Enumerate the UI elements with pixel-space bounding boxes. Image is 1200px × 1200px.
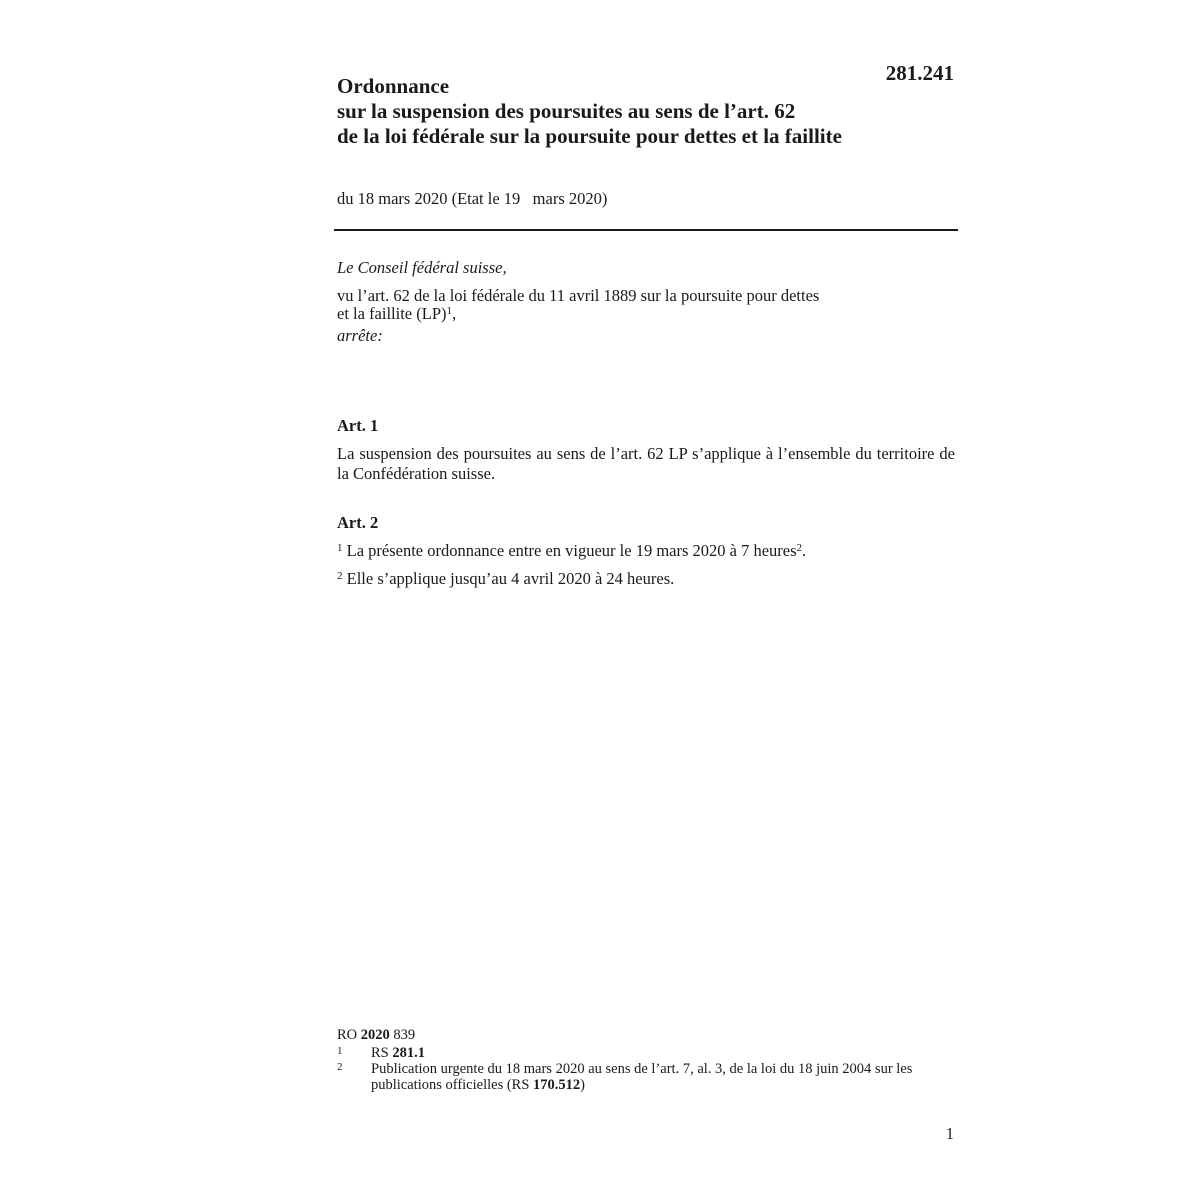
footnote-number: 2 bbox=[337, 1061, 343, 1073]
paragraph-number: 1 bbox=[337, 542, 343, 554]
date-line: du 18 mars 2020 (Etat le 19 mars 2020) bbox=[337, 189, 608, 208]
footnote-number: 1 bbox=[337, 1045, 343, 1057]
article-heading: Art. 2 bbox=[337, 513, 379, 532]
ro-page: 839 bbox=[389, 1027, 416, 1043]
article-body: La suspension des poursuites au sens de l’art. 62 LP s’applique à l’ensemble du territoire de la Confédération suisse. bbox=[337, 444, 955, 483]
preamble-basis-end: , bbox=[452, 304, 457, 323]
article-heading: Art. 1 bbox=[337, 416, 379, 435]
title-line: sur la suspension des poursuites au sens de l’art. 62 bbox=[337, 99, 796, 123]
ro-prefix: RO bbox=[337, 1027, 361, 1043]
footnote-text bbox=[371, 1045, 955, 1061]
preamble-basis-text: et la faillite (LP) bbox=[337, 304, 447, 323]
document-title bbox=[337, 74, 957, 149]
title-line: Ordonnance bbox=[337, 74, 450, 98]
paragraph-text: Elle s’applique jusqu’au 4 avril 2020 à 24 heures. bbox=[342, 569, 675, 588]
article-2 bbox=[337, 513, 955, 597]
sr-number: 281.241 bbox=[885, 61, 954, 85]
footnote bbox=[337, 1061, 955, 1093]
footnote-ref-1[interactable]: 1 bbox=[446, 305, 452, 317]
header-divider bbox=[334, 229, 958, 231]
preamble-basis-line-2 bbox=[337, 305, 957, 323]
preamble-decree: arrête: bbox=[337, 326, 383, 345]
preamble-basis bbox=[337, 287, 957, 323]
paragraph-text: La présente ordonnance entre en vigueur le 19 mars 2020 à 7 heures bbox=[342, 541, 797, 560]
footnote-bold: 170.512 bbox=[533, 1077, 581, 1093]
footnote-text bbox=[371, 1061, 955, 1093]
title-line: de la loi fédérale sur la poursuite pour dettes et la faillite bbox=[337, 124, 842, 148]
footnote bbox=[337, 1045, 955, 1061]
paragraph-end: . bbox=[802, 541, 807, 560]
ro-reference bbox=[337, 1027, 955, 1043]
footnote-suffix: ) bbox=[580, 1077, 585, 1093]
preamble-authority: Le Conseil fédéral suisse, bbox=[337, 258, 507, 277]
preamble-basis-line: vu l’art. 62 de la loi fédérale du 11 avril 1889 sur la poursuite pour dettes bbox=[337, 286, 820, 305]
footnote-prefix: Publication urgente du 18 mars 2020 au sens de l’art. 7, al. 3, de la loi du 18 juin 2004 sur les publications officielles (RS bbox=[371, 1061, 913, 1093]
paragraph-number: 2 bbox=[337, 570, 343, 582]
footnote-ref-2[interactable]: 2 bbox=[796, 542, 803, 554]
footnotes bbox=[337, 1027, 955, 1093]
footnote-bold: 281.1 bbox=[392, 1045, 425, 1061]
page-number: 1 bbox=[945, 1124, 954, 1143]
article-paragraph bbox=[337, 569, 955, 589]
ro-year: 2020 bbox=[360, 1027, 390, 1043]
article-1 bbox=[337, 416, 955, 484]
preamble bbox=[337, 259, 957, 345]
article-paragraph bbox=[337, 541, 955, 561]
footnote-prefix: RS bbox=[371, 1045, 393, 1061]
